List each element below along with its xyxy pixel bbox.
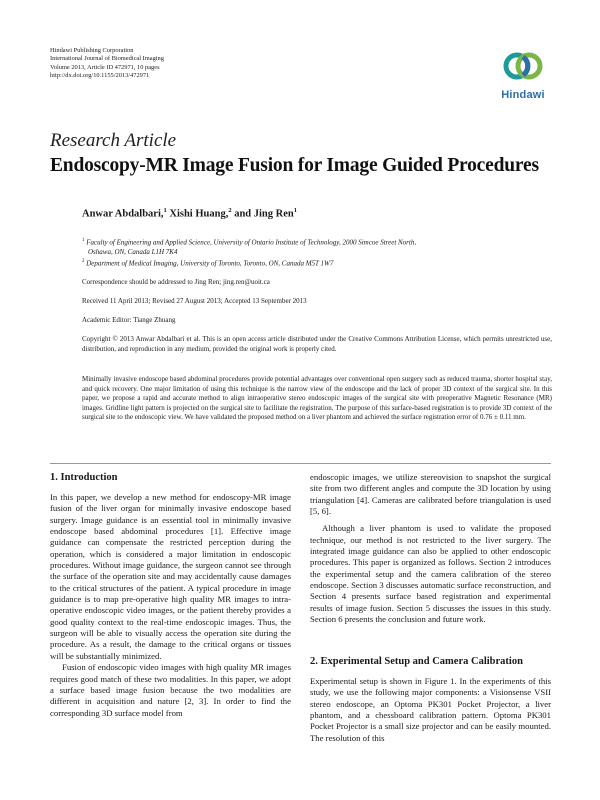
- paper-title: Endoscopy-MR Image Fusion for Image Guided Procedures: [50, 155, 539, 176]
- author-list: [82, 207, 297, 220]
- article-type: Research Article: [50, 130, 177, 151]
- hindawi-logo-icon: [500, 46, 546, 86]
- affiliation-1: [82, 236, 552, 257]
- affiliation-2: [82, 257, 552, 269]
- publication-info: [50, 47, 164, 81]
- paragraph: In this paper, we develop a new method for endoscopy-MR image fusion of the liver organ for minimally invasive endoscope based surgery. Image guidance is an essential tool in minimally invasive endoscope based abdominal procedures [1]. Effective image guidance can compensate the restricted perception during the operation, which is considered a major limitation in endoscopic procedures. Without image guidance, the surgeon cannot see through the surface of the operation site and may accidentally cause damages to the critical structures of the patient. A typical procedure in image guidance is to map pre-operative high quality MR images to intra-operative endoscopic video images, or the patient thereby provides a good quality context to the real-time endoscopic images. Thus, the surgeon will be able to visually access the operation site during the procedure. As a result, the damage to the critical organs or tissues will be substantially minimized.: [50, 492, 291, 661]
- right-column-section2: [310, 676, 551, 744]
- journal-name: International Journal of Biomedical Imaging: [50, 55, 164, 63]
- paragraph: Fusion of endoscopic video images with high quality MR images requires good match of these two modalities. In this paper, we adopt a surface based image fusion because the two modalities are different in acquisition and nature [2, 3]. In order to find the corresponding 3D surface model from: [50, 662, 291, 718]
- academic-editor: Academic Editor: Tiange Zhuang: [82, 316, 176, 324]
- affil-sup: 2: [82, 259, 85, 264]
- author-affil-sup: 1: [163, 207, 167, 214]
- affil-text-cont: Oshawa, ON, Canada L1H 7K4: [88, 247, 178, 256]
- affil-text: Faculty of Engineering and Applied Science, University of Ontario Institute of Technology, 2000 Simcoe Street North,: [86, 238, 417, 247]
- copyright-notice: Copyright © 2013 Anwar Abdalbari et al. This is an open access article distributed under the Creative Commons Attribution License, which permits unrestricted use, distribution, and reproduction in any medium, provided the original work is properly cited.: [82, 335, 552, 353]
- author-name: Anwar Abdalbari,: [82, 208, 164, 220]
- author-affil-sup: 2: [228, 207, 232, 214]
- logo-text: Hindawi: [501, 89, 545, 101]
- publisher-name: Hindawi Publishing Corporation: [50, 47, 134, 54]
- author-affil-sup: 1: [293, 207, 297, 214]
- paragraph: endoscopic images, we utilize stereovision to snapshot the surgical site from two different angles and compute the 3D location by using triangulation [4]. Cameras are calibrated before triangulation is used [5, 6].: [310, 472, 551, 517]
- hindawi-logo: [494, 46, 552, 104]
- affil-sup: 1: [82, 238, 85, 243]
- author-name: and Jing Ren: [234, 208, 294, 220]
- right-column: [310, 472, 551, 625]
- author-name: Xishi Huang,: [169, 208, 229, 220]
- section-heading: 2. Experimental Setup and Camera Calibration: [310, 656, 523, 667]
- dates: Received 11 April 2013; Revised 27 August 2013; Accepted 13 September 2013: [82, 297, 307, 305]
- left-column: [50, 492, 291, 719]
- section-heading: 1. Introduction: [50, 472, 118, 483]
- correspondence: Correspondence should be addressed to Jing Ren; jing.ren@uoit.ca: [82, 278, 270, 286]
- section-divider: [50, 463, 551, 464]
- paragraph: Although a liver phantom is used to validate the proposed technique, our method is not restricted to the liver surgery. The integrated image guidance can also be applied to other endoscopic procedures. This paper is organized as follows. Section 2 introduces the experimental setup and the camera calibration of the stereo endoscope. Section 3 discusses automatic surface reconstruction, and Section 4 presents surface based registration and experimental results of image fusion. Section 5 discusses the issues in this study. Section 6 presents the conclusion and future work.: [310, 523, 551, 625]
- abstract: Minimally invasive endoscope based abdominal procedures provide potential advantages over conventional open surgery such as reduced trauma, shorter hospital stay, and quick recovery. One major limitation of using this technique is the narrow view of the endoscope and the lack of proper 3D context of the surgical site. In this paper, we propose a rapid and accurate method to align intraoperative stereo endoscopic images of the surgical site with preoperative Magnetic Resonance (MR) images. Gridline light pattern is projected on the surgical site to facilitate the registration. The purpose of this surface-based registration is to provide 3D context of the surgical site to the endoscopic view. We have validated the proposed method on a liver phantom and achieved the surface registration error of 0.76 ± 0.11 mm.: [82, 375, 552, 421]
- affil-text: Department of Medical Imaging, University of Toronto, Toronto, ON, Canada M5T 1W7: [86, 259, 334, 268]
- doi-link[interactable]: http://dx.doi.org/10.1155/2013/472971: [50, 72, 150, 80]
- volume-info: Volume 2013, Article ID 472971, 10 pages: [50, 63, 160, 71]
- paragraph: Experimental setup is shown in Figure 1. In the experiments of this study, we use the following major components: a Visionsense VSII stereo endoscope, an Optoma PK301 Pocket Projector, a liver phantom, and a chessboard calibration pattern. Optoma PK301 Pocket Projector is a small size projector and can be easily mounted. The resolution of this: [310, 676, 551, 743]
